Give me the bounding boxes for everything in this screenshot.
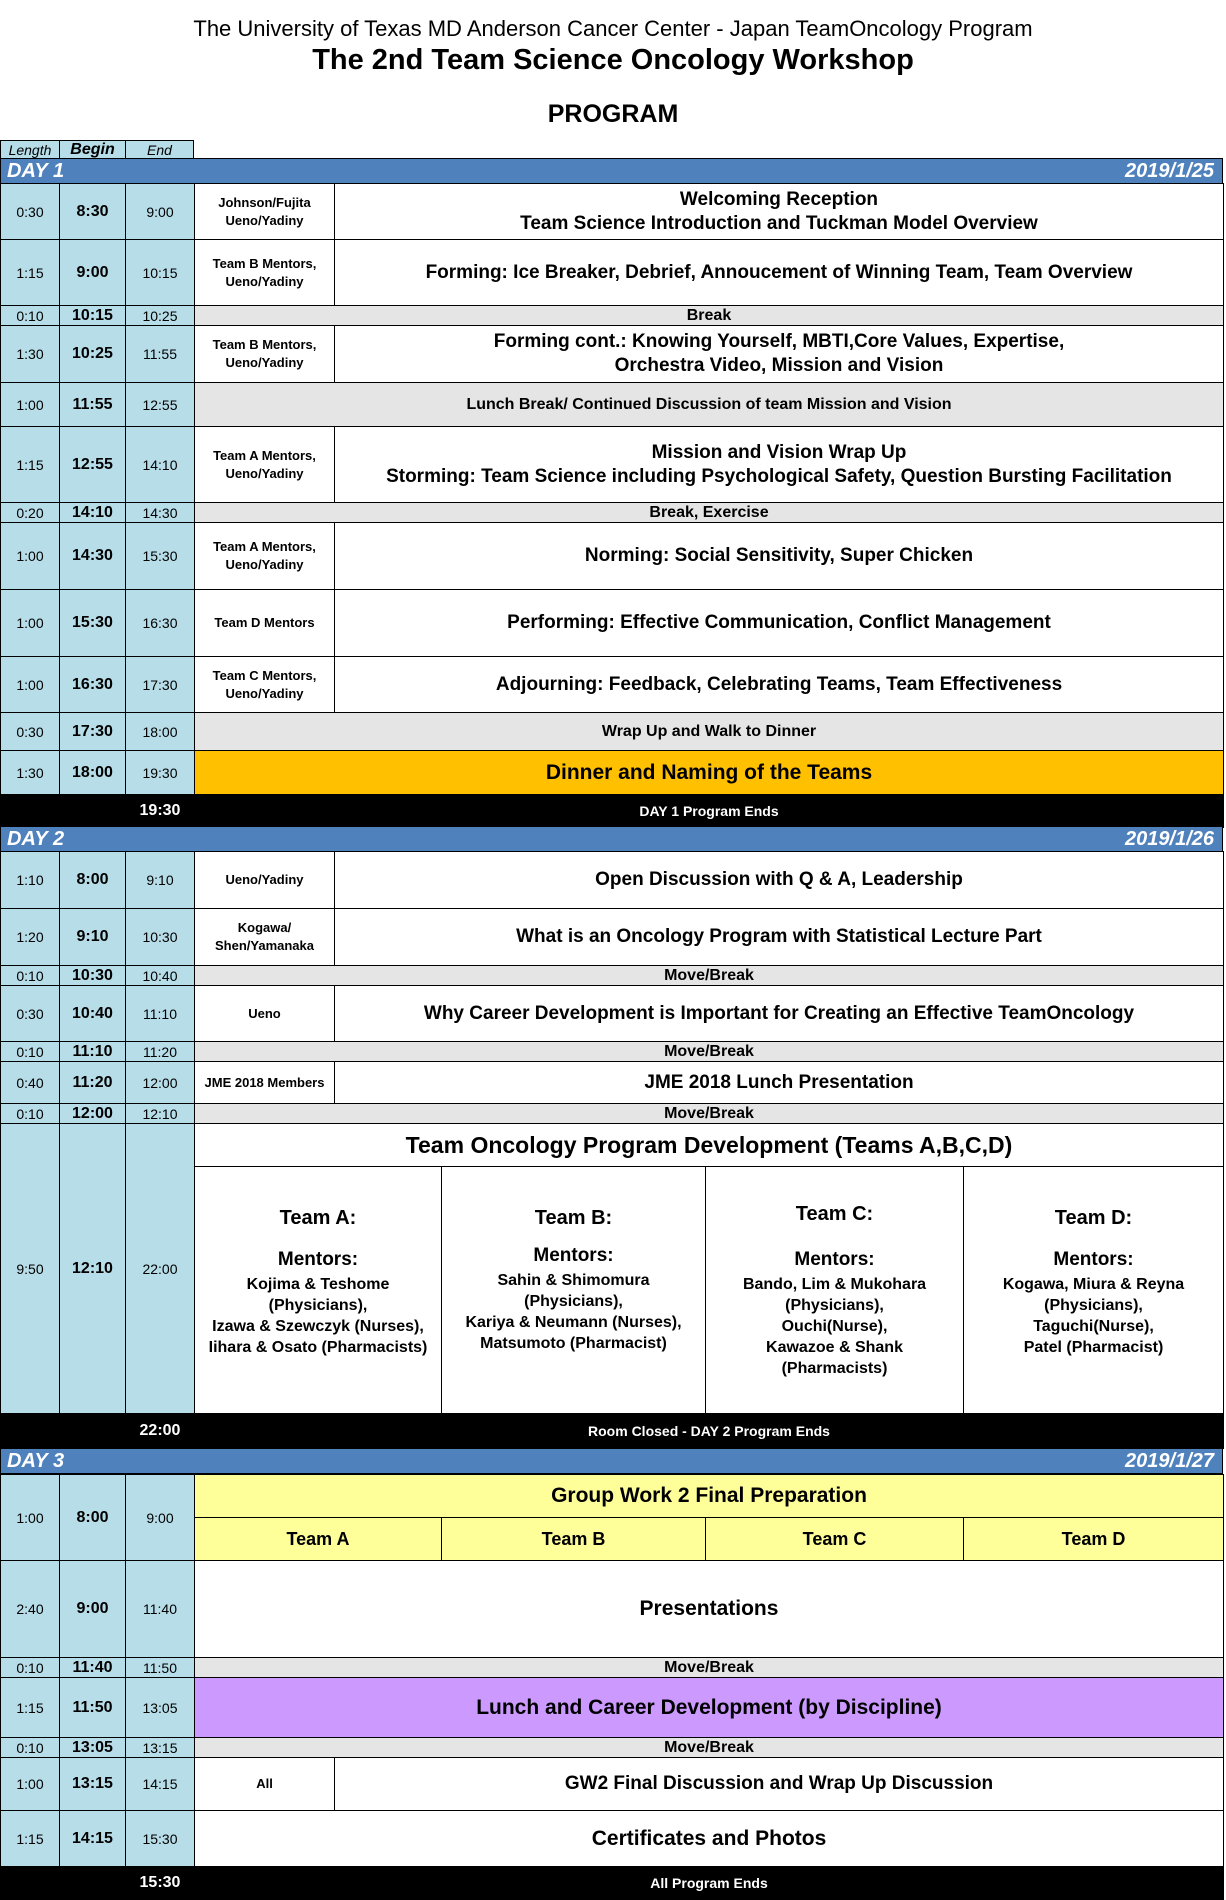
day1-row-0-presenter <box>194 183 335 240</box>
day2-row-0-begin-text: 8:00 <box>76 871 109 888</box>
day3-row-1-activity <box>194 1560 1224 1658</box>
team-mentors-label: Mentors: <box>1053 1249 1134 1270</box>
day1-row-7-begin <box>59 522 126 590</box>
day2-row-5-begin <box>59 1061 126 1104</box>
day2-row-3-begin <box>59 985 126 1042</box>
day2-row-5-presenter <box>194 1061 335 1104</box>
day1-row-11-begin <box>59 750 126 795</box>
day2-row-3-end <box>125 985 195 1042</box>
day3-row-3-activity <box>194 1677 1224 1738</box>
team-d-panel <box>963 1166 1224 1414</box>
day1-row-2-begin <box>59 305 126 326</box>
day2-label: DAY 2 <box>7 828 65 850</box>
day1-row-10-length <box>0 712 60 751</box>
team-mentor-list: Kogawa, Miura & Reyna (Physicians), Taguchi(Nurse), Patel (Pharmacist) <box>1002 1276 1185 1356</box>
day3-row-1-end <box>125 1560 195 1658</box>
day2-row-4-activity <box>194 1041 1224 1062</box>
day3-row-0-activity <box>194 1474 1224 1518</box>
day1-label: DAY 1 <box>7 160 65 182</box>
day3-row-5-activity <box>334 1757 1224 1811</box>
day3-row-2-activity <box>194 1657 1224 1678</box>
day2-row-2-activity-text: Move/Break <box>664 966 754 984</box>
day2-row-1-activity <box>334 908 1224 966</box>
day1-row-1-begin <box>59 239 126 306</box>
day1-row-5-end-text: 14:10 <box>142 456 178 473</box>
team-name: Team D: <box>1054 1207 1133 1229</box>
day2-row-0-presenter-text: Ueno/Yadiny <box>225 872 304 887</box>
day2-row-0-presenter <box>194 851 335 909</box>
day2-row-6-length <box>0 1103 60 1124</box>
day3-row-3-begin <box>59 1677 126 1738</box>
day1-row-11-begin-text: 18:00 <box>72 763 113 781</box>
day3-row-2-length <box>0 1657 60 1678</box>
team-mentors-label: Mentors: <box>533 1245 614 1266</box>
day1-row-5-presenter <box>194 426 335 503</box>
day1-row-9-end-text: 17:30 <box>142 676 178 693</box>
day2-row-2-begin <box>59 965 126 986</box>
day1-row-9-begin-text: 16:30 <box>72 675 113 693</box>
day1-row-9-length <box>0 656 60 713</box>
day1-row-7-begin-text: 14:30 <box>72 547 113 564</box>
day1-row-0-activity-text: Welcoming Reception Team Science Introduction and Tuckman Model Overview <box>520 188 1038 234</box>
day2-row-5-end <box>125 1061 195 1104</box>
day1-row-10-activity-text: Wrap Up and Walk to Dinner <box>601 722 817 740</box>
day1-row-8-begin-text: 15:30 <box>72 614 113 631</box>
day3-row-6-begin <box>59 1810 126 1867</box>
day3-row-1-length-text: 2:40 <box>16 1601 44 1617</box>
day1-end-time-text: 19:30 <box>139 802 181 819</box>
day2-row-6-activity <box>194 1103 1224 1124</box>
day1-row-9-activity <box>334 656 1224 713</box>
day1-row-9-presenter <box>194 656 335 713</box>
day3-row-0-activity-text: Group Work 2 Final Preparation <box>551 1484 867 1507</box>
day1-row-8-begin <box>59 589 126 657</box>
day1-row-5-activity-text: Mission and Vision Wrap Up Storming: Team Science including Psychological Safety, Question Bursting Facilitation <box>386 441 1172 487</box>
day3-row-3-end-text: 13:05 <box>142 1699 178 1716</box>
day1-row-7-end-text: 15:30 <box>142 548 178 564</box>
day1-row-7-activity <box>334 522 1224 590</box>
day3-end-label-text: All Program Ends <box>650 1875 768 1891</box>
day2-row-3-presenter-text: Ueno <box>248 1005 281 1021</box>
day3-team-b-cell-text: Team B <box>541 1529 606 1549</box>
day2-row-7-activity <box>194 1123 1224 1167</box>
team-c-panel <box>705 1166 964 1414</box>
day3-row-4-length-text: 0:10 <box>16 1739 44 1756</box>
day1-row-4-activity-text: Lunch Break/ Continued Discussion of team Mission and Vision <box>466 395 952 413</box>
day3-row-2-end-text: 11:50 <box>143 1659 177 1676</box>
day2-row-7-activity-text: Team Oncology Program Development (Teams A,B,C,D) <box>405 1131 1013 1158</box>
day1-row-8-end-text: 16:30 <box>142 615 178 631</box>
day2-header <box>0 826 1223 852</box>
day3-row-1-activity-text: Presentations <box>639 1597 779 1620</box>
day3-team-a-cell-text: Team A <box>286 1529 350 1549</box>
day1-row-1-presenter-text: Team B Mentors, Ueno/Yadiny <box>212 255 317 289</box>
day1-row-8-activity <box>334 589 1224 657</box>
day1-row-6-length-text: 0:20 <box>16 504 44 521</box>
day2-row-4-end-text: 11:20 <box>143 1043 177 1060</box>
day1-row-4-activity <box>194 382 1224 427</box>
day1-row-2-activity-text: Break <box>686 306 732 324</box>
day2-row-0-length-text: 1:10 <box>16 872 44 888</box>
day3-row-6-end-text: 15:30 <box>142 1830 178 1847</box>
day2-row-4-begin <box>59 1041 126 1062</box>
team-mentors-label: Mentors: <box>794 1249 875 1270</box>
day2-row-3-length <box>0 985 60 1042</box>
day1-row-0-length <box>0 183 60 240</box>
program-heading: PROGRAM <box>547 100 679 128</box>
day3-row-0-length <box>0 1474 60 1561</box>
day1-row-8-activity-text: Performing: Effective Communication, Conflict Management <box>507 612 1051 633</box>
day3-row-6-length <box>0 1810 60 1867</box>
team-b-panel <box>441 1166 706 1414</box>
day1-row-6-end-text: 14:30 <box>142 504 178 521</box>
day3-row-2-begin <box>59 1657 126 1678</box>
day1-row-9-end <box>125 656 195 713</box>
day2-row-4-activity-text: Move/Break <box>664 1042 754 1060</box>
day3-team-a-cell <box>194 1517 442 1561</box>
day3-header <box>0 1448 1223 1474</box>
day1-row-3-presenter-text: Team B Mentors, Ueno/Yadiny <box>212 337 317 370</box>
day1-row-0-begin-text: 8:30 <box>76 202 109 220</box>
day1-row-5-length <box>0 426 60 503</box>
day1-row-0-begin <box>59 183 126 240</box>
day3-row-5-length <box>0 1757 60 1811</box>
day3-row-1-end-text: 11:40 <box>143 1601 177 1617</box>
day1-row-6-end <box>125 502 195 523</box>
day2-row-6-begin-text: 12:00 <box>72 1104 113 1122</box>
day3-row-2-begin-text: 11:40 <box>72 1658 113 1676</box>
day3-row-4-begin <box>59 1737 126 1758</box>
day2-row-5-length-text: 0:40 <box>16 1074 44 1091</box>
day3-row-0-begin-text: 8:00 <box>76 1508 109 1526</box>
day3-team-b-cell <box>441 1517 706 1561</box>
day2-row-5-presenter-text: JME 2018 Members <box>204 1074 325 1090</box>
team-mentor-list: Kojima & Teshome (Physicians), Izawa & Szewczyk (Nurses), Iihara & Osato (Pharmacists) <box>208 1276 428 1356</box>
day1-row-0-length-text: 0:30 <box>16 203 44 220</box>
day1-row-7-length <box>0 522 60 590</box>
day3-row-5-end-text: 14:15 <box>142 1776 178 1792</box>
day2-row-4-begin-text: 11:10 <box>72 1042 113 1060</box>
day1-row-5-end <box>125 426 195 503</box>
day1-row-8-presenter <box>194 589 335 657</box>
day1-end-time <box>125 794 195 828</box>
day3-row-6-length-text: 1:15 <box>16 1830 44 1847</box>
day1-row-1-begin-text: 9:00 <box>76 263 109 281</box>
day3-row-0-end-text: 9:00 <box>146 1509 174 1526</box>
day2-row-7-end <box>125 1123 195 1414</box>
day1-row-6-begin <box>59 502 126 523</box>
day3-row-2-length-text: 0:10 <box>16 1659 44 1676</box>
day2-row-0-end <box>125 851 195 909</box>
day1-row-7-end <box>125 522 195 590</box>
day1-row-5-length-text: 1:15 <box>16 456 44 473</box>
day1-row-1-activity-text: Forming: Ice Breaker, Debrief, Annoucement of Winning Team, Team Overview <box>425 261 1133 283</box>
day1-row-8-presenter-text: Team D Mentors <box>214 615 315 630</box>
day1-row-11-end-text: 19:30 <box>142 764 178 781</box>
day3-row-6-activity <box>194 1810 1224 1867</box>
day2-row-6-length-text: 0:10 <box>16 1105 44 1122</box>
day2-row-7-begin <box>59 1123 126 1414</box>
team-name: Team A: <box>279 1207 357 1229</box>
day3-row-5-activity-text: GW2 Final Discussion and Wrap Up Discussion <box>564 1773 994 1794</box>
day1-row-10-length-text: 0:30 <box>16 723 44 740</box>
day3-row-4-begin-text: 13:05 <box>72 1738 113 1756</box>
day1-row-4-begin <box>59 382 126 427</box>
day3-row-6-activity-text: Certificates and Photos <box>591 1826 827 1850</box>
day2-row-7-begin-text: 12:10 <box>72 1259 113 1277</box>
day2-row-4-length-text: 0:10 <box>16 1043 44 1060</box>
day2-row-5-length <box>0 1061 60 1104</box>
day3-row-5-length-text: 1:00 <box>16 1776 44 1792</box>
day1-row-2-activity <box>194 305 1224 326</box>
day3-team-c-cell-text: Team C <box>802 1529 867 1549</box>
day1-row-1-end-text: 10:15 <box>142 264 178 281</box>
day3-row-3-begin-text: 11:50 <box>72 1698 113 1716</box>
day2-row-5-activity-text: JME 2018 Lunch Presentation <box>644 1071 914 1093</box>
day1-row-3-end-text: 11:55 <box>143 346 177 362</box>
team-name: Team B: <box>534 1207 613 1229</box>
day1-row-3-activity <box>334 325 1224 383</box>
day1-row-4-end <box>125 382 195 427</box>
team-mentors-label: Mentors: <box>277 1249 359 1270</box>
day1-row-0-presenter-text: Johnson/Fujita Ueno/Yadiny <box>218 194 311 228</box>
day2-row-6-end-text: 12:10 <box>142 1105 178 1122</box>
day1-row-3-activity-text: Forming cont.: Knowing Yourself, MBTI,Core Values, Expertise, Orchestra Video, Mission and Vision <box>493 331 1065 376</box>
day3-row-4-activity <box>194 1737 1224 1758</box>
col-end-header: End <box>125 140 194 159</box>
day2-row-2-length-text: 0:10 <box>16 967 44 984</box>
team-a-panel <box>194 1166 442 1414</box>
header-title: The 2nd Team Science Oncology Workshop <box>312 44 914 76</box>
day3-row-6-end <box>125 1810 195 1867</box>
day2-row-1-begin <box>59 908 126 966</box>
day3-row-6-begin-text: 14:15 <box>72 1829 113 1847</box>
day3-row-5-begin <box>59 1757 126 1811</box>
day1-row-8-length <box>0 589 60 657</box>
day2-row-1-length <box>0 908 60 966</box>
day1-row-2-end <box>125 305 195 326</box>
day3-row-5-presenter-text: All <box>256 1776 273 1791</box>
day2-row-3-activity <box>334 985 1224 1042</box>
day1-row-8-end <box>125 589 195 657</box>
day1-row-4-end-text: 12:55 <box>142 396 178 413</box>
day1-row-1-length <box>0 239 60 306</box>
day1-row-6-activity <box>194 502 1224 523</box>
day3-row-3-length <box>0 1677 60 1738</box>
day2-row-6-begin <box>59 1103 126 1124</box>
day1-row-7-presenter-text: Team A Mentors, Ueno/Yadiny <box>213 539 316 572</box>
day1-row-8-length-text: 1:00 <box>16 615 44 631</box>
day1-row-1-end <box>125 239 195 306</box>
day1-row-4-length <box>0 382 60 427</box>
day1-end-label <box>194 794 1224 828</box>
day1-row-10-begin-text: 17:30 <box>72 722 113 740</box>
day3-row-0-length-text: 1:00 <box>16 1509 44 1526</box>
day1-header <box>0 158 1223 184</box>
day1-row-6-begin-text: 14:10 <box>72 503 113 521</box>
day1-row-9-begin <box>59 656 126 713</box>
day1-row-0-end <box>125 183 195 240</box>
day1-row-10-activity <box>194 712 1224 751</box>
day2-row-0-activity <box>334 851 1224 909</box>
day1-row-9-presenter-text: Team C Mentors, Ueno/Yadiny <box>212 667 317 701</box>
col-begin-header: Begin <box>59 140 126 159</box>
day3-team-c-cell <box>705 1517 964 1561</box>
day1-row-3-presenter <box>194 325 335 383</box>
day1-row-2-length-text: 0:10 <box>16 307 44 324</box>
day3-row-2-activity-text: Move/Break <box>664 1658 754 1676</box>
day3-end-time <box>125 1866 195 1900</box>
day3-team-d-cell-text: Team D <box>1061 1529 1126 1549</box>
day2-row-6-activity-text: Move/Break <box>664 1104 754 1122</box>
day1-row-9-length-text: 1:00 <box>16 676 44 693</box>
day1-row-5-activity <box>334 426 1224 503</box>
day1-row-6-length <box>0 502 60 523</box>
day2-row-2-activity <box>194 965 1224 986</box>
day3-row-4-end-text: 13:15 <box>142 1739 178 1756</box>
day2-row-3-presenter <box>194 985 335 1042</box>
day1-row-2-length <box>0 305 60 326</box>
day2-row-1-activity-text: What is an Oncology Program with Statistical Lecture Part <box>516 926 1042 947</box>
day3-row-3-activity-text: Lunch and Career Development (by Discipline) <box>476 1695 942 1719</box>
day3-row-1-length <box>0 1560 60 1658</box>
day2-row-3-activity-text: Why Career Development is Important for Creating an Effective TeamOncology <box>423 1002 1135 1024</box>
day2-date: 2019/1/26 <box>1125 828 1214 850</box>
day1-row-0-activity <box>334 183 1224 240</box>
day1-end-label-text: DAY 1 Program Ends <box>639 803 779 819</box>
day3-row-3-end <box>125 1677 195 1738</box>
day2-end-time-text: 22:00 <box>139 1422 181 1439</box>
day2-row-2-begin-text: 10:30 <box>72 966 113 984</box>
day3-row-5-begin-text: 13:15 <box>72 1775 113 1792</box>
day1-row-11-activity <box>194 750 1224 795</box>
day2-row-6-end <box>125 1103 195 1124</box>
day3-row-5-presenter <box>194 1757 335 1811</box>
day2-row-5-activity <box>334 1061 1224 1104</box>
day2-row-0-begin <box>59 851 126 909</box>
day3-row-4-activity-text: Move/Break <box>664 1738 754 1756</box>
day2-row-2-end <box>125 965 195 986</box>
day3-row-4-length <box>0 1737 60 1758</box>
day2-row-1-presenter <box>194 908 335 966</box>
day3-row-3-length-text: 1:15 <box>16 1699 44 1716</box>
day2-row-5-end-text: 12:00 <box>142 1074 178 1091</box>
day2-row-1-length-text: 1:20 <box>16 929 44 945</box>
day1-row-11-end <box>125 750 195 795</box>
day2-row-1-presenter-text: Kogawa/ Shen/Yamanaka <box>215 920 314 953</box>
day1-row-1-length-text: 1:15 <box>16 264 44 281</box>
day3-end-time-text: 15:30 <box>139 1874 181 1891</box>
day1-row-2-end-text: 10:25 <box>142 307 178 324</box>
day3-row-1-begin-text: 9:00 <box>76 1600 109 1617</box>
day1-row-3-begin <box>59 325 126 383</box>
day2-row-4-length <box>0 1041 60 1062</box>
day1-row-5-begin-text: 12:55 <box>72 455 113 473</box>
team-name: Team C: <box>795 1203 874 1225</box>
day2-row-0-length <box>0 851 60 909</box>
day2-row-2-length <box>0 965 60 986</box>
day1-row-9-activity-text: Adjourning: Feedback, Celebrating Teams, Team Effectiveness <box>495 673 1063 695</box>
day3-row-0-begin <box>59 1474 126 1561</box>
col-length-header: Length <box>0 140 60 159</box>
day2-row-7-length <box>0 1123 60 1414</box>
day3-end-label <box>194 1866 1224 1900</box>
day1-row-3-length <box>0 325 60 383</box>
day1-row-7-presenter <box>194 522 335 590</box>
day1-row-7-activity-text: Norming: Social Sensitivity, Super Chicken <box>584 545 974 566</box>
day3-row-4-end <box>125 1737 195 1758</box>
day3-row-5-end <box>125 1757 195 1811</box>
day1-row-11-length-text: 1:30 <box>16 764 44 781</box>
day1-row-2-begin-text: 10:15 <box>72 306 113 324</box>
day1-row-3-begin-text: 10:25 <box>72 345 113 362</box>
day2-row-3-end-text: 11:10 <box>143 1005 177 1022</box>
day2-end-label <box>194 1413 1224 1449</box>
day1-row-5-begin <box>59 426 126 503</box>
day3-row-0-end <box>125 1474 195 1561</box>
day2-end-label-text: Room Closed - DAY 2 Program Ends <box>588 1423 830 1439</box>
day1-row-1-activity <box>334 239 1224 306</box>
day1-row-3-end <box>125 325 195 383</box>
day2-row-2-end-text: 10:40 <box>142 967 178 984</box>
day1-row-4-begin-text: 11:55 <box>72 395 113 413</box>
day2-row-7-length-text: 9:50 <box>16 1260 44 1277</box>
day1-row-1-presenter <box>194 239 335 306</box>
day1-row-3-length-text: 1:30 <box>16 346 44 362</box>
day1-row-11-activity-text: Dinner and Naming of the Teams <box>545 760 873 784</box>
day2-row-0-activity-text: Open Discussion with Q & A, Leadership <box>595 869 963 890</box>
day1-row-4-length-text: 1:00 <box>16 396 44 413</box>
team-mentor-list: Bando, Lim & Mukohara (Physicians), Ouchi(Nurse), Kawazoe & Shank (Pharmacists) <box>742 1276 927 1377</box>
day1-row-10-begin <box>59 712 126 751</box>
day3-date: 2019/1/27 <box>1125 1450 1214 1472</box>
day1-date: 2019/1/25 <box>1125 160 1214 182</box>
day3-row-2-end <box>125 1657 195 1678</box>
day1-row-6-activity-text: Break, Exercise <box>649 503 769 521</box>
day3-row-1-begin <box>59 1560 126 1658</box>
day1-row-5-presenter-text: Team A Mentors, Ueno/Yadiny <box>213 447 316 481</box>
day2-row-7-end-text: 22:00 <box>142 1260 178 1277</box>
day3-team-d-cell <box>963 1517 1224 1561</box>
header-subtitle: The University of Texas MD Anderson Cancer Center - Japan TeamOncology Program <box>193 16 1033 41</box>
day2-row-4-end <box>125 1041 195 1062</box>
day2-row-0-end-text: 9:10 <box>146 872 174 888</box>
team-mentor-list: Sahin & Shimomura (Physicians), Kariya & Neumann (Nurses), Matsumoto (Pharmacist) <box>465 1272 682 1352</box>
day2-row-3-begin-text: 10:40 <box>72 1004 113 1022</box>
day3-label: DAY 3 <box>7 1450 65 1472</box>
day1-row-11-length <box>0 750 60 795</box>
day2-row-3-length-text: 0:30 <box>16 1005 44 1022</box>
day2-end-time <box>125 1413 195 1449</box>
day1-row-0-end-text: 9:00 <box>146 203 174 220</box>
day1-row-10-end-text: 18:00 <box>142 723 178 740</box>
day1-row-10-end <box>125 712 195 751</box>
day2-row-1-end <box>125 908 195 966</box>
day1-row-7-length-text: 1:00 <box>16 548 44 564</box>
day2-row-1-end-text: 10:30 <box>142 929 178 945</box>
day2-row-1-begin-text: 9:10 <box>76 928 109 945</box>
day2-row-5-begin-text: 11:20 <box>72 1073 113 1091</box>
